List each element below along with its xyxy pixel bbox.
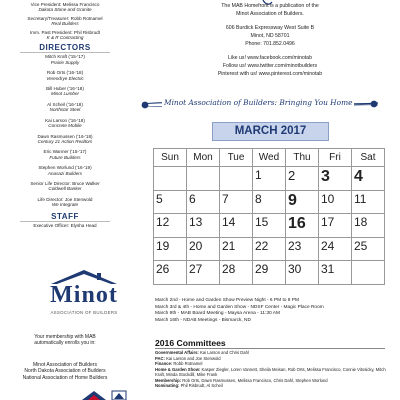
events-list	[155, 298, 395, 324]
day-cell: 7	[220, 190, 253, 214]
main-content	[140, 0, 400, 400]
day-cell: 26	[154, 261, 187, 285]
membership-note	[0, 334, 130, 347]
pinterest-link[interactable]: Pinterest with us! www.pinterest.com/minotab	[217, 71, 323, 77]
day-header: Thu	[286, 149, 319, 167]
tagline: Minot Association of Builders: Bringing You Home	[164, 98, 353, 107]
day-cell: 2	[286, 167, 319, 191]
day-header: Fri	[319, 149, 352, 167]
event-item: March 9th - MAB Board Meeting - Maysa Arena - 11:30 AM	[155, 311, 280, 317]
event-item: March 2nd - Home and Garden Show Preview Night - 6 PM to 8 PM	[155, 298, 299, 303]
day-cell: 5	[154, 190, 187, 214]
director-company: We Integrate	[51, 202, 79, 208]
day-cell: 29	[253, 261, 286, 285]
committee-members: Kai Larson and Chris Dahl	[200, 350, 249, 355]
publication-info	[140, 0, 400, 78]
vice-president: Vice President: Melissa Francisco	[30, 2, 100, 7]
director-name: Life Director: Joe Stenwold	[37, 196, 93, 202]
day-header: Sun	[154, 149, 187, 167]
calendar-week	[154, 167, 385, 191]
director-company: Anasazi Builders	[47, 170, 83, 176]
committee-label: Finance:	[155, 361, 173, 366]
directors-heading: DIRECTORS	[39, 43, 91, 53]
day-cell	[220, 167, 253, 191]
committees-list	[155, 350, 395, 389]
director-name: Al Scheil ('16-'18)	[47, 101, 83, 107]
committee-label: Nominating:	[155, 383, 180, 388]
director-company: Prairie Supply	[50, 59, 80, 65]
twitter-link[interactable]: Follow us! www.twitter.com/minotbuilders	[222, 63, 318, 69]
membership-line: Your membership with MAB	[34, 334, 96, 340]
directors-divider	[20, 52, 110, 53]
secretary-company: Real Builders	[51, 21, 79, 27]
day-cell: 15	[253, 214, 286, 238]
logo-subtitle: ASSOCIATION OF BUILDERS	[50, 310, 118, 315]
committee-members: Robb Rotnamel	[173, 361, 203, 366]
director-company: Minot Lumber	[50, 91, 80, 97]
director-company: Concrete Mobile	[48, 123, 82, 129]
day-cell: 13	[187, 214, 220, 238]
day-cell: 11	[352, 190, 385, 214]
committee-members: Kasper Ziegler, Loren Vannett, Sheila Meisan, Rob Orts, Melissa Francisco, Connie Vitosicky, Mitch Kraft, Minda Stockdill, Mike Frank	[155, 366, 386, 377]
committee-item	[155, 383, 395, 389]
day-cell: 16	[286, 214, 319, 238]
director-company: Coldwell Banker	[48, 186, 82, 192]
committee-label: Governmental Affairs:	[155, 350, 199, 355]
day-cell: 4	[352, 167, 385, 191]
staff-divider	[20, 221, 110, 222]
calendar-title: MARCH 2017	[212, 122, 329, 141]
facebook-link[interactable]: Like us! www.facebook.com/minotab	[228, 55, 312, 61]
calendar-week	[154, 190, 385, 214]
day-cell: 12	[154, 214, 187, 238]
day-header: Sat	[352, 149, 385, 167]
day-cell: 20	[187, 237, 220, 261]
director-company: Verendrye Electric	[46, 75, 84, 81]
association-item: National Association of Home Builders	[22, 374, 108, 381]
logo-word: Minot	[50, 282, 118, 308]
event-item: March 3rd & 4th - Home and Garden Show - NDSF Center - Magic Place Room	[155, 304, 324, 310]
membership-line: automatically enrolls you in:	[34, 340, 96, 347]
calendar-grid	[153, 148, 385, 285]
committee-label: Home & Garden Show:	[155, 366, 201, 372]
day-cell: 1	[253, 167, 286, 191]
day-cell: 22	[253, 237, 286, 261]
day-cell: 30	[286, 261, 319, 285]
phone: Phone: 701.852.0496	[245, 41, 295, 47]
director-name: Bill Huber ('16-'18)	[46, 86, 84, 92]
day-cell: 17	[319, 214, 352, 238]
director-company: Northstar Steel	[49, 107, 81, 113]
secretary: Secretary/Treasurer: Robb Rotnamel	[27, 15, 103, 21]
director-name: Eric Wanner ('15-'17)	[43, 149, 87, 155]
address-line: 606 Burdick Expressway West Suite B	[225, 25, 315, 31]
director-name: Rob Orts ('16-'18)	[46, 70, 84, 76]
past-president-company: K & R Contracting	[46, 35, 84, 41]
day-cell: 14	[220, 214, 253, 238]
day-cell: 21	[220, 237, 253, 261]
committee-item	[155, 367, 395, 378]
day-cell: 3	[319, 167, 352, 191]
day-cell: 24	[319, 237, 352, 261]
day-header: Wed	[253, 149, 286, 167]
day-header: Mon	[187, 149, 220, 167]
director-name: Senior Life Director: Bruce Walker	[30, 180, 100, 186]
day-cell: 9	[286, 190, 319, 214]
day-cell: 23	[286, 237, 319, 261]
director-name: Stephen Worlund ('16-'19)	[38, 165, 92, 171]
day-cell: 31	[319, 261, 352, 285]
day-cell	[154, 167, 187, 191]
association-list	[0, 362, 130, 381]
committee-members: Kai Larson and Joe Stenwold	[166, 355, 221, 361]
association-item: Minot Association of Builders	[33, 362, 97, 368]
day-cell	[352, 261, 385, 285]
day-cell: 25	[352, 237, 385, 261]
march-calendar	[153, 120, 385, 298]
event-item: March 16th - NDAB Meetings - Bismarck, ND	[155, 317, 251, 323]
day-cell: 6	[187, 190, 220, 214]
staff-heading: STAFF	[51, 211, 79, 221]
director-name: Mitch Kraft ('15-'17)	[45, 54, 85, 60]
vice-president-company: Dakota Stone and Granite	[38, 7, 92, 13]
day-cell: 18	[352, 214, 385, 238]
calendar-week	[154, 261, 385, 285]
committee-members: Rob Orts, Dawn Rasmussen, Melissa Francisco, Chris Dahl, Stephen Worlund	[182, 377, 328, 383]
calendar-week	[154, 237, 385, 261]
day-cell: 27	[187, 261, 220, 285]
day-cell: 8	[253, 190, 286, 214]
day-cell: 19	[154, 237, 187, 261]
past-president: Imm. Past President: Phil Risbrudt	[30, 29, 100, 35]
executive-officer: Executive Officer: Elysha Head	[33, 222, 97, 228]
association-item: North Dakota Association of Builders	[24, 368, 106, 375]
association-logos-icon	[80, 388, 130, 400]
publication-line: The MAB Homefront is a publication of the	[221, 3, 319, 9]
publication-line: Minot Association of Builders.	[236, 11, 304, 17]
tagline-banner	[140, 94, 380, 114]
director-company: Future Builders	[49, 154, 81, 160]
director-name: Dawn Rasmussen ('16-'18)	[37, 133, 93, 139]
minot-builders-logo	[45, 268, 123, 332]
day-header: Tue	[220, 149, 253, 167]
committee-members: Phil Risbrudt, Al Scheil	[180, 383, 223, 388]
committee-label: PAC:	[155, 355, 165, 361]
committees-divider	[155, 348, 385, 349]
address-line: Minot, ND 58701	[250, 33, 290, 39]
committee-label: Membership:	[155, 377, 182, 383]
day-cell	[187, 167, 220, 191]
director-company: Century 21 Action Realtors	[37, 138, 93, 144]
director-name: Kai Larson ('16-'18)	[45, 117, 85, 123]
day-cell: 10	[319, 190, 352, 214]
calendar-week	[154, 214, 385, 238]
day-cell: 28	[220, 261, 253, 285]
committees-title: 2016 Committees	[155, 338, 226, 348]
